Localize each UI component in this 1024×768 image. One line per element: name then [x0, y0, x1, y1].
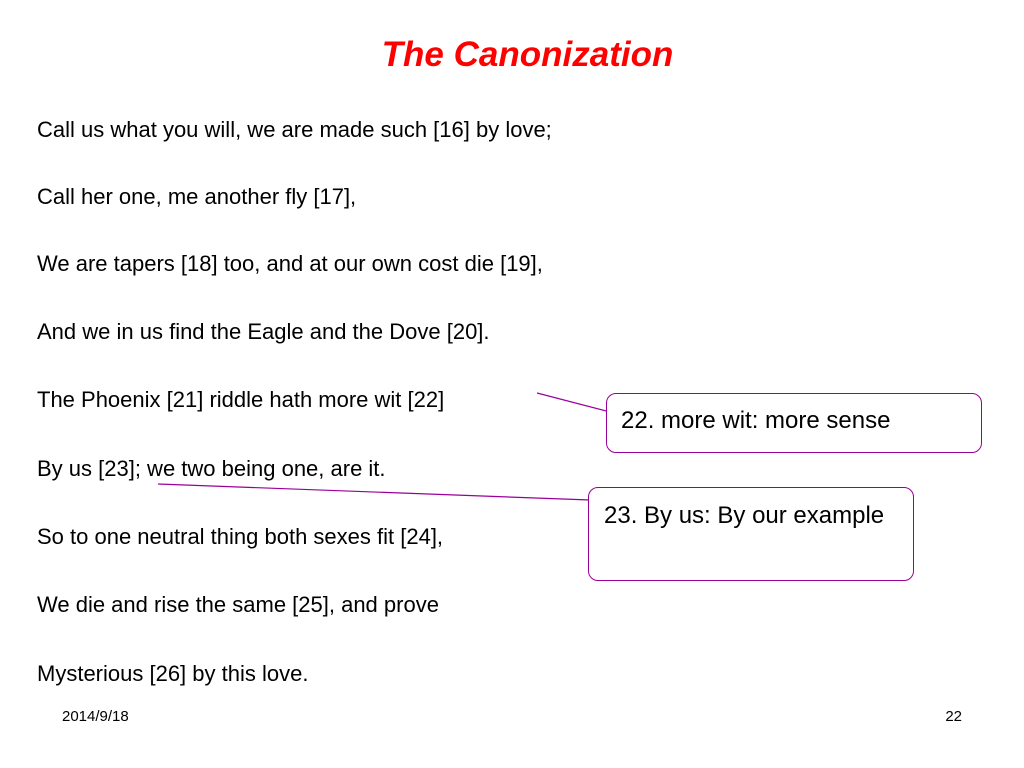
footer-date: 2014/9/18	[62, 708, 129, 725]
callout-23-text: 23. By us: By our example	[604, 502, 885, 529]
annotation-callout-23	[588, 487, 914, 581]
poem-line: Mysterious [26] by this love.	[37, 661, 309, 686]
page-number: 22	[945, 708, 962, 725]
poem-line: So to one neutral thing both sexes fit [24],	[37, 524, 444, 549]
poem-line: Call us what you will, we are made such [16] by love;	[37, 117, 552, 142]
callout-23-pointer	[158, 484, 590, 524]
poem-line: And we in us find the Eagle and the Dove [20].	[37, 319, 490, 344]
poem-line: Call her one, me another fly [17],	[37, 184, 357, 209]
slide-title: The Canonization	[381, 35, 674, 74]
poem-line: By us [23]; we two being one, are it.	[37, 456, 386, 481]
annotation-callout-22	[606, 393, 982, 453]
callout-22-text: 22. more wit: more sense	[621, 407, 891, 434]
poem-line: We die and rise the same [25], and prove	[37, 592, 439, 617]
poem-line: The Phoenix [21] riddle hath more wit [22]	[37, 387, 445, 412]
callout-22-pointer	[537, 393, 610, 412]
poem-line: We are tapers [18] too, and at our own cost die [19],	[37, 251, 543, 276]
